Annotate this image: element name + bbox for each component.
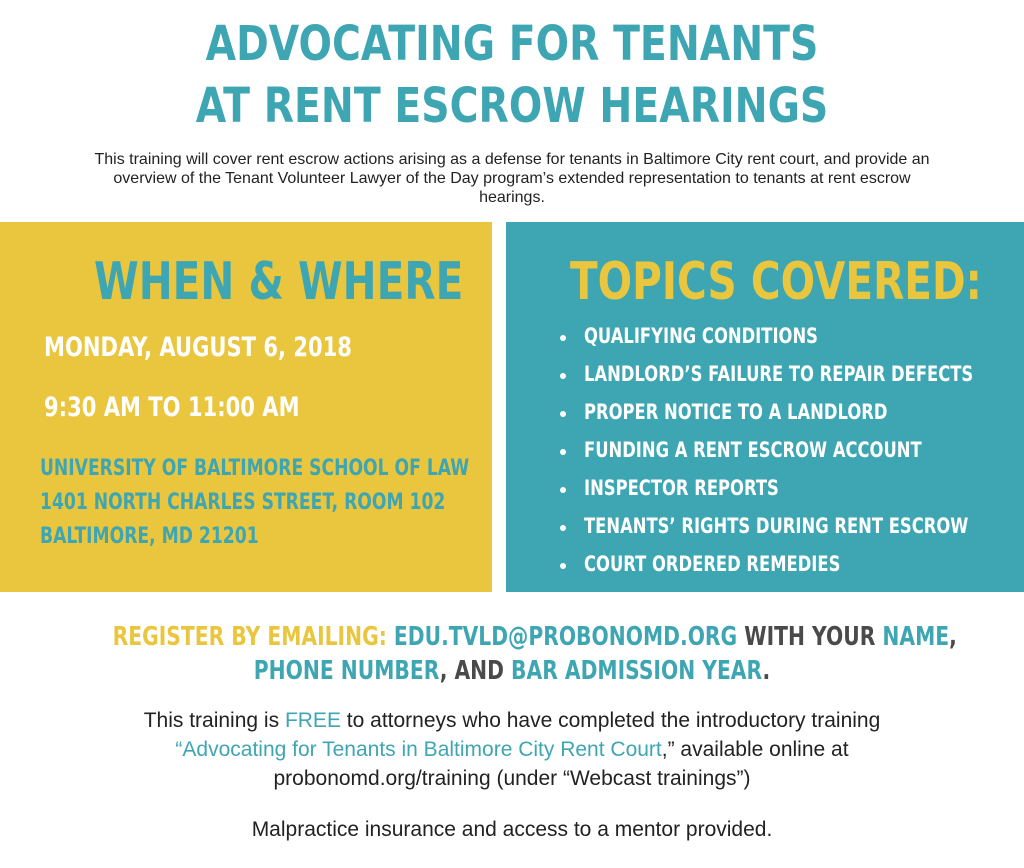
address-line-1: UNIVERSITY OF BALTIMORE SCHOOL OF LAW bbox=[40, 456, 470, 481]
free-note-part-1: This training is bbox=[143, 709, 280, 732]
bullet-icon bbox=[560, 335, 566, 341]
register-period: . bbox=[762, 656, 771, 686]
bullet-icon bbox=[560, 411, 566, 417]
topic-label: LANDLORD’S FAILURE TO REPAIR DEFECTS bbox=[584, 362, 974, 386]
free-note-part-3: ,” available online at bbox=[661, 738, 849, 761]
when-where-heading: WHEN & WHERE bbox=[94, 252, 464, 312]
malpractice-note: Malpractice insurance and access to a mentor provided. bbox=[251, 818, 773, 841]
register-with-your: WITH YOUR bbox=[744, 622, 876, 652]
topics-panel bbox=[506, 222, 1024, 592]
register-comma: , bbox=[439, 656, 448, 686]
topic-label: COURT ORDERED REMEDIES bbox=[584, 552, 841, 576]
topic-label: QUALIFYING CONDITIONS bbox=[584, 324, 818, 348]
register-line-1 bbox=[112, 620, 957, 654]
topics-heading: TOPICS COVERED: bbox=[570, 252, 982, 312]
free-highlight: FREE bbox=[284, 709, 341, 732]
bullet-icon bbox=[560, 373, 566, 379]
course-title-link[interactable]: Advocating for Tenants in Baltimore City Rent Court bbox=[182, 738, 662, 761]
topic-label: PROPER NOTICE TO A LANDLORD bbox=[584, 400, 888, 424]
register-name: NAME bbox=[882, 622, 950, 652]
bullet-icon bbox=[560, 525, 566, 531]
bullet-icon bbox=[560, 563, 566, 569]
register-phone: PHONE NUMBER bbox=[253, 656, 440, 686]
free-training-note bbox=[60, 706, 964, 793]
address-line-3: BALTIMORE, MD 21201 bbox=[40, 524, 259, 549]
free-note-part-4: probonomd.org/training (under “Webcast trainings”) bbox=[273, 767, 751, 790]
free-note-part-2: to attorneys who have completed the introductory training bbox=[346, 709, 881, 732]
topic-label: FUNDING A RENT ESCROW ACCOUNT bbox=[584, 438, 922, 462]
register-prefix: REGISTER BY EMAILING: bbox=[112, 622, 387, 652]
register-email-link[interactable]: EDU.TVLD@PROBONOMD.ORG bbox=[393, 622, 738, 652]
register-bar: BAR ADMISSION YEAR bbox=[511, 656, 763, 686]
bullet-icon bbox=[560, 487, 566, 493]
event-date: MONDAY, AUGUST 6, 2018 bbox=[44, 332, 352, 363]
register-line-2 bbox=[113, 654, 912, 688]
register-and: AND bbox=[454, 656, 504, 686]
topic-label: INSPECTOR REPORTS bbox=[584, 476, 779, 500]
event-time: 9:30 AM TO 11:00 AM bbox=[44, 392, 300, 423]
open-quote: “ bbox=[175, 738, 183, 761]
bullet-icon bbox=[560, 449, 566, 455]
when-where-panel bbox=[0, 222, 492, 592]
address-line-2: 1401 NORTH CHARLES STREET, ROOM 102 bbox=[40, 490, 446, 515]
title-line-1: ADVOCATING FOR TENANTS bbox=[205, 16, 819, 72]
intro-paragraph: This training will cover rent escrow actions arising as a defense for tenants in Baltimore City rent court, and provide an overview of the Tenant Volunteer Lawyer of the Day program’s extended representation to tenants at rent escrow hearings. bbox=[94, 151, 930, 206]
register-comma: , bbox=[949, 622, 957, 652]
title-line-2: AT RENT ESCROW HEARINGS bbox=[195, 78, 829, 134]
topic-label: TENANTS’ RIGHTS DURING RENT ESCROW bbox=[584, 514, 969, 538]
